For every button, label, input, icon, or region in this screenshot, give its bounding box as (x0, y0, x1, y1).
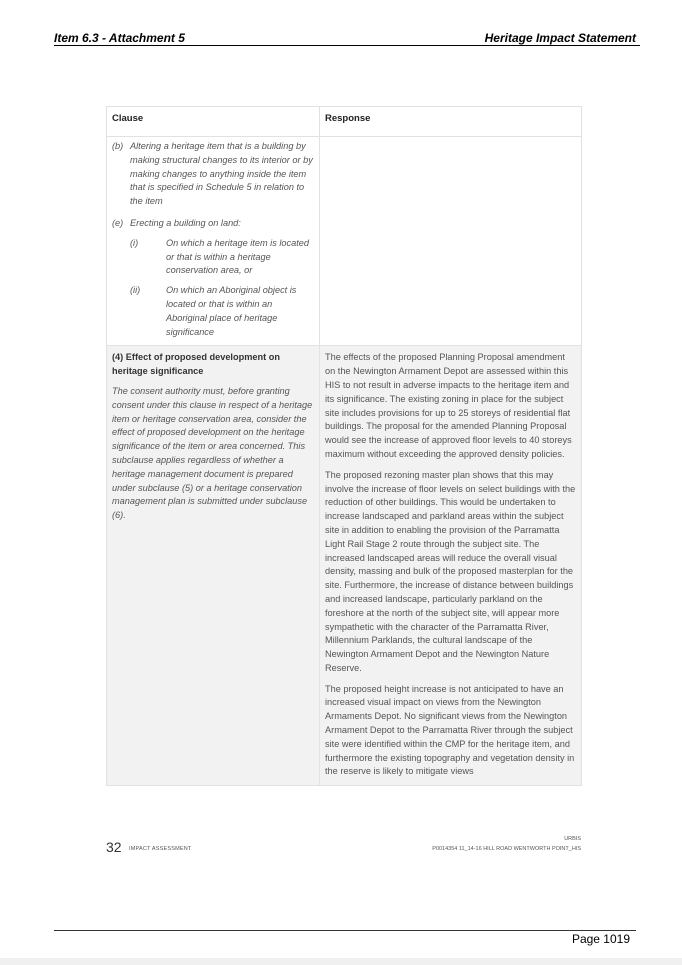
column-header-clause: Clause (107, 107, 320, 137)
clause-response-table (106, 106, 582, 786)
clause-4-heading: (4) Effect of proposed development on heritage significance (112, 352, 280, 377)
clause-4-text: The consent authority must, before granting consent under this clause in respect of a heritage item or heritage conservation area, consider the effect of proposed development on the heritage significance of the item or area concerned. This subclause applies regardless of whether a heritage management document is prepared under subclause (5) or a heritage conservation management plan is submitted under subclause (6). (112, 385, 313, 521)
table-row (107, 137, 582, 346)
page-label: Page 1019 (571, 932, 630, 946)
clause-e-ii-text: On which an Aboriginal object is located or that is within an Aboriginal place of heritage significance (166, 285, 297, 337)
clause-cell (107, 137, 320, 346)
header-item-label: Item 6.3 - Attachment 5 (54, 31, 185, 45)
response-cell (320, 346, 582, 786)
header-document-title: Heritage Impact Statement (484, 31, 636, 45)
clause-b-label: (b) (112, 141, 124, 151)
footer-brand: URBIS (564, 836, 581, 842)
bottom-band (0, 958, 682, 965)
response-cell-empty (320, 137, 582, 346)
footer-page-number: 32 (106, 839, 122, 855)
clause-cell (107, 346, 320, 786)
response-paragraph-1: The effects of the proposed Planning Proposal amendment on the Newington Armament Depot are assessed within this HIS to not result in adverse impacts to the heritage item and its significance. The existing zoning in place for the subject site includes provisions for up to 25 storeys of residential flat buildings. The proposal for the amended Planning Proposal would see the increase of approved floor levels to 40 storeys maximum without exceeding the approved density policies. (325, 352, 572, 459)
footer-section-title: IMPACT ASSESSMENT (129, 846, 192, 852)
footer-reference: P0014354 11_14-16 HILL ROAD WENTWORTH POINT_HIS (432, 846, 581, 852)
clause-e-i-label: (i) (130, 237, 139, 248)
clause-b-text: Altering a heritage item that is a building by making structural changes to its interior or by making changes to anything inside the item that is specified in Schedule 5 in relation to the item (130, 141, 313, 207)
clause-e-text: Erecting a building on land: (130, 217, 241, 228)
page-header (54, 31, 640, 46)
clause-e-ii (130, 284, 314, 339)
table-header-row (107, 107, 582, 137)
clause-e-ii-label: (ii) (130, 285, 141, 296)
column-header-response: Response (320, 107, 582, 137)
response-paragraph-3: The proposed height increase is not anticipated to have an increased visual impact on views from the Newington Armaments Depot. No significant views from the Newington Armament Depot to the Parramatta River through the subject site were identified within the CMP for the heritage item, and furthermore the existing topography and vegetation density in the reserve is likely to mitigate views (325, 683, 575, 777)
bottom-divider (54, 930, 636, 931)
clause-b (112, 140, 314, 209)
clause-e-i-text: On which a heritage item is located or that is within a heritage conservation area, or (166, 237, 309, 276)
response-paragraph-2: The proposed rezoning master plan shows that this may involve the increase of floor levels on select buildings with the reduction of other buildings. This would be undertaken to increase landscaped and parkland areas within the subject site in addition to enabling the provision of the Parramatta Light Rail Stage 2 route through the subject site. The increased landscaped areas will reduce the overall visual density, massing and bulk of the proposed masterplan for the site. Furthermore, the increase of distance between buildings and increased landscape, particularly parkland on the foreshore at the north of the subject site, will appear more sympathetic with the character of the Parramatta River, Millennium Parklands, the cultural landscape of the Newington Armament Depot and the Newington Nature Reserve. (325, 469, 576, 673)
clause-e (112, 217, 314, 231)
clause-e-label: (e) (112, 217, 124, 228)
clause-e-i (130, 237, 314, 278)
table-row (107, 346, 582, 786)
